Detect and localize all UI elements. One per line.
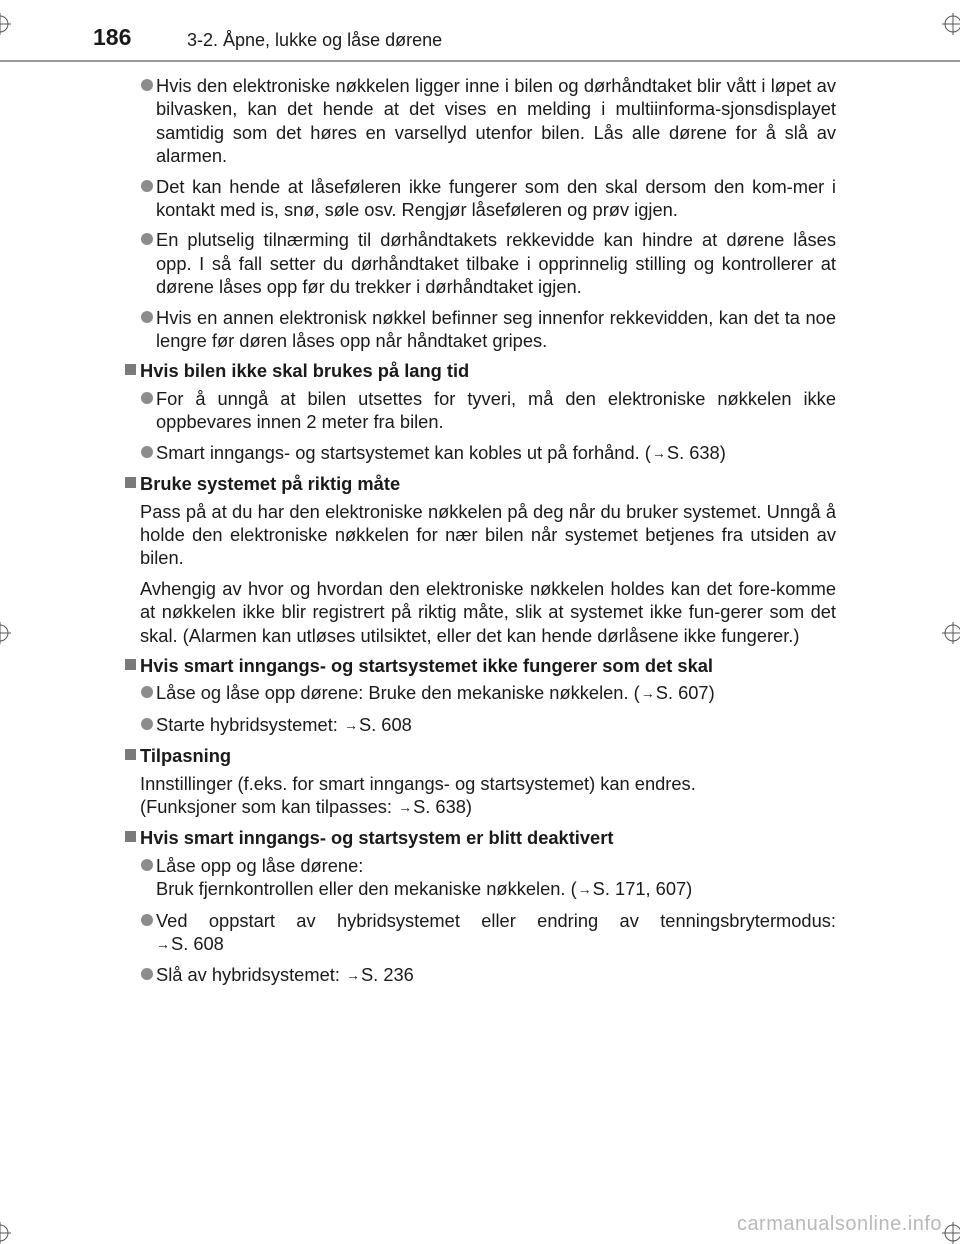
- bullet-icon: [140, 175, 156, 198]
- crop-mark-mid-left: [0, 622, 11, 644]
- bullet-icon: [140, 681, 156, 704]
- square-marker-icon: [124, 744, 140, 767]
- section-heading: [124, 654, 836, 677]
- page-reference: S. 607): [655, 682, 715, 704]
- section-heading: [124, 359, 836, 382]
- crop-mark-mid-right: [942, 622, 960, 644]
- heading-text: Hvis smart inngangs- og startsystemet ikke fungerer som det skal: [140, 654, 714, 676]
- section-heading: [124, 826, 836, 849]
- bullet-text: For å unngå at bilen utsettes for tyveri, må den elektroniske nøkkelen ikke oppbevares innen 2 meter fra bilen.: [156, 387, 836, 433]
- bullet-icon: [140, 909, 156, 932]
- heading-text: Hvis bilen ikke skal brukes på lang tid: [140, 360, 470, 382]
- page-reference: S. 236: [360, 964, 414, 986]
- watermark: carmanualsonline.info: [736, 1213, 942, 1235]
- arrow-right-icon: →: [640, 685, 655, 702]
- header-rule: [0, 60, 960, 62]
- bullet-text: Låse og låse opp dørene: Bruke den mekaniske nøkkelen. (: [156, 682, 640, 704]
- page-content: [124, 74, 836, 995]
- section-heading: [124, 472, 836, 495]
- square-marker-icon: [124, 359, 140, 382]
- paragraph-line: Innstillinger (f.eks. for smart inngangs- og startsystemet) kan endres.: [140, 772, 696, 794]
- bullet-text: Starte hybridsystemet:: [156, 713, 343, 735]
- arrow-right-icon: →: [398, 798, 413, 815]
- paragraph-line: (Funksjoner som kan tilpasses:: [140, 795, 398, 817]
- bullet-item: [140, 854, 836, 902]
- bullet-item: [140, 963, 836, 987]
- arrow-right-icon: →: [156, 936, 170, 952]
- bullet-item: [140, 909, 836, 957]
- bullet-icon: [140, 963, 156, 986]
- crop-mark-bottom-left: [0, 1222, 11, 1244]
- bullet-text: Ved oppstart av hybridsystemet eller endring av tenningsbrytermodus:: [156, 909, 836, 931]
- page-reference: S. 638): [413, 795, 473, 817]
- arrow-right-icon: →: [651, 444, 666, 461]
- paragraph: Avhengig av hvor og hvordan den elektroniske nøkkelen holdes kan det fore-komme at nøkkelen ikke blir registrert på riktig måte, slik at systemet ikke fun-gerer som det skal. (Alarmen kan utløses utilsiktet, eller det kan hende dørlåsene ikke fungerer.): [140, 577, 836, 646]
- section-title: 3-2. Åpne, lukke og låse dørene: [187, 30, 443, 50]
- bullet-item: [140, 306, 836, 353]
- bullet-text: Bruk fjernkontrollen eller den mekaniske nøkkelen. (: [156, 878, 577, 900]
- arrow-right-icon: →: [577, 881, 592, 898]
- page-reference: S. 171, 607): [592, 878, 693, 900]
- bullet-text: Hvis en annen elektronisk nøkkel befinner seg innenfor rekkevidden, kan det ta noe lengre før døren låses opp når håndtaket gripes.: [156, 306, 836, 352]
- paragraph: Pass på at du har den elektroniske nøkkelen på deg når du bruker systemet. Unngå å holde den elektroniske nøkkelen for nær bilen når systemet betjenes fra utsiden av bilen.: [140, 500, 836, 569]
- square-marker-icon: [124, 826, 140, 849]
- heading-text: Bruke systemet på riktig måte: [140, 473, 401, 495]
- bullet-text: Slå av hybridsystemet:: [156, 964, 345, 986]
- paragraph: [140, 772, 836, 820]
- bullet-text: En plutselig tilnærming til dørhåndtakets rekkevidde kan hindre at dørene låses opp. I så fall setter du dørhåndtaket tilbake i opprinnelig stilling og kontrollerer at dørene låses opp før du trekker i dørhåndtaket igjen.: [156, 229, 836, 298]
- arrow-right-icon: →: [343, 716, 358, 733]
- page-reference: S. 608: [358, 713, 412, 735]
- square-marker-icon: [124, 472, 140, 495]
- bullet-item: [140, 74, 836, 168]
- page-header: [0, 0, 960, 64]
- bullet-icon: [140, 228, 156, 251]
- bullet-icon: [140, 74, 156, 97]
- bullet-text: Låse opp og låse dørene:: [156, 854, 364, 876]
- page-reference: S. 638): [666, 441, 726, 463]
- bullet-text: Hvis den elektroniske nøkkelen ligger inne i bilen og dørhåndtaket blir vått i løpet av bilvasken, kan det hende at det vises en melding i multiinforma-sjonsdisplayet samtidig som det høres en varsellyd utenfor bilen. Lås alle dørene for å slå av alarmen.: [156, 75, 836, 167]
- square-marker-icon: [124, 654, 140, 677]
- bullet-item: [140, 681, 836, 705]
- bullet-icon: [140, 854, 156, 877]
- page-reference: S. 608: [171, 933, 224, 954]
- bullet-text: Smart inngangs- og startsystemet kan kobles ut på forhånd. (: [156, 441, 651, 463]
- bullet-item: [140, 175, 836, 222]
- arrow-right-icon: →: [345, 967, 360, 984]
- heading-text: Hvis smart inngangs- og startsystem er blitt deaktivert: [140, 827, 614, 849]
- section-heading: [124, 744, 836, 767]
- bullet-item: [140, 441, 836, 465]
- bullet-icon: [140, 387, 156, 410]
- bullet-item: [140, 387, 836, 434]
- bullet-item: [140, 228, 836, 298]
- bullet-icon: [140, 713, 156, 736]
- bullet-icon: [140, 441, 156, 464]
- crop-mark-bottom-right: [942, 1222, 960, 1244]
- bullet-icon: [140, 306, 156, 329]
- heading-text: Tilpasning: [140, 745, 232, 767]
- bullet-item: [140, 713, 836, 737]
- page-number: 186: [93, 24, 132, 50]
- bullet-text: Det kan hende at låseføleren ikke fungerer som den skal dersom den kom-mer i kontakt med is, snø, søle osv. Rengjør låseføleren og prøv igjen.: [156, 175, 836, 221]
